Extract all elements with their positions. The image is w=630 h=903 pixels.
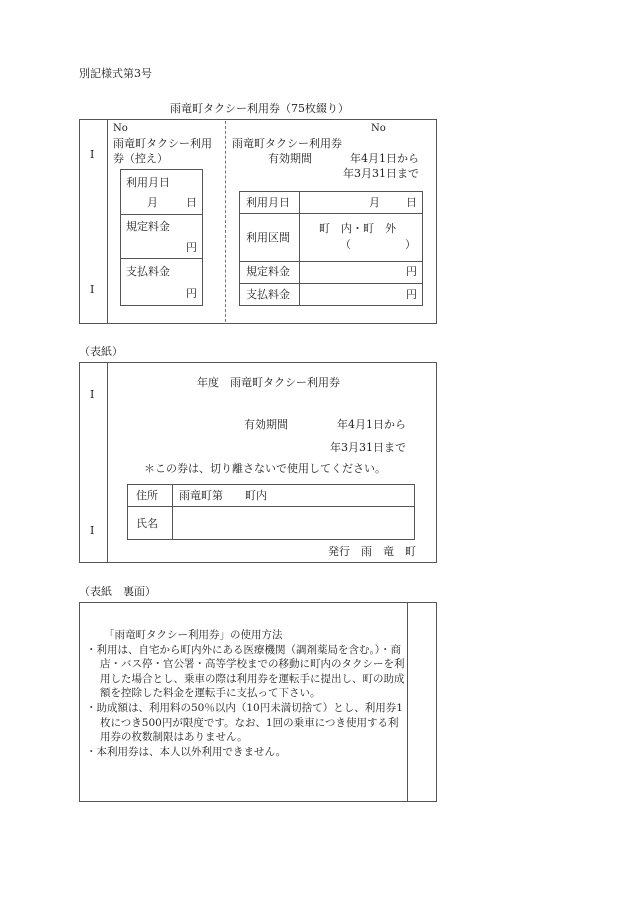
usage-bullet-1: ・利用は、自宅から町内外にある医療機関（調剤薬局を含む。）・商店・バス停・官公署・高等学校までの移動に町内のタクシーを利用した場合とし、乗車の際は利用券を運転手に提出し、町の助成額を控除した料金を運転手に支払って下さい。	[86, 643, 405, 700]
cover-roman-top: I	[90, 388, 95, 401]
cover-address-label: 住所	[136, 489, 158, 502]
usage-bullet-3: ・本利用券は、本人以外利用できません。	[86, 745, 287, 758]
stub-table	[120, 169, 203, 306]
main-table-col-divider	[299, 191, 300, 306]
stub-name-line1: 雨竜町タクシー利用	[113, 137, 212, 150]
stub-fee-label: 規定料金	[126, 220, 170, 233]
main-validity-label: 有効期間	[268, 152, 312, 165]
cover-valid-to: 年3月31日まで	[330, 441, 406, 454]
main-divider-3	[239, 283, 423, 284]
stub-name-line2: 券（控え）	[113, 152, 168, 165]
stub-paid-yen: 円	[186, 287, 197, 300]
usage-notes	[86, 628, 406, 759]
main-route-paren-open: （	[340, 238, 351, 251]
main-route-label: 利用区間	[246, 231, 290, 244]
stub-divider-2	[120, 258, 203, 259]
ticket-perforation	[225, 121, 226, 322]
stub-date-label: 利用月日	[126, 176, 170, 189]
cover-owner-table	[127, 484, 415, 540]
main-paid-label: 支払料金	[246, 288, 290, 301]
cover-label: （表紙）	[79, 345, 123, 358]
ticket-roman-bottom: I	[90, 283, 95, 296]
cover-issuer: 発行 雨 竜 町	[328, 545, 416, 558]
main-paid-yen: 円	[406, 288, 417, 301]
main-month: 月	[369, 196, 380, 209]
main-route-paren-close: ）	[405, 238, 416, 251]
ticket-margin-line	[107, 119, 108, 324]
back-label: （表紙 裏面）	[79, 585, 156, 598]
usage-bullet-2: ・助成額は、利用料の50％以内（10円未満切捨て）とし、利用券1枚につき500円が限度です。なお、1回の乗車につき使用する利用券の枚数制限はありません。	[86, 701, 403, 744]
main-valid-from: 年4月1日から	[350, 152, 419, 165]
stub-month: 月	[147, 196, 158, 209]
form-label: 別記様式第3号	[79, 67, 152, 80]
main-valid-to: 年3月31日まで	[343, 167, 419, 180]
stub-no: No	[113, 123, 128, 134]
usage-title: 「雨竜町タクシー利用券」の使用方法	[104, 629, 283, 641]
cover-owner-col-divider	[172, 484, 173, 540]
ticket-roman-top: I	[90, 148, 95, 161]
stub-paid-label: 支払料金	[126, 265, 170, 278]
main-fee-yen: 円	[406, 265, 417, 278]
cover-owner-row-divider	[127, 506, 415, 507]
stub-divider-1	[120, 214, 203, 215]
main-divider-1	[239, 213, 423, 214]
cover-roman-bottom: I	[90, 524, 95, 537]
cover-validity-label: 有効期間	[244, 418, 288, 431]
stub-fee-yen: 円	[186, 241, 197, 254]
main-no: No	[371, 123, 386, 134]
cover-margin-line	[107, 362, 108, 563]
main-fee-label: 規定料金	[246, 265, 290, 278]
cover-address-value: 雨竜町第 町内	[179, 489, 267, 502]
cover-notice: ＊この券は、切り離さないで使用してください。	[144, 462, 386, 475]
ticket-title: 雨竜町タクシー利用券（75枚綴り）	[170, 102, 349, 115]
back-margin-line	[407, 602, 408, 802]
cover-valid-from: 年4月1日から	[337, 418, 406, 431]
stub-day: 日	[186, 196, 197, 209]
cover-name-label: 氏名	[136, 517, 158, 530]
main-name: 雨竜町タクシー利用券	[232, 137, 342, 150]
main-day: 日	[406, 196, 417, 209]
main-date-label: 利用月日	[246, 196, 290, 209]
main-divider-2	[239, 261, 423, 262]
main-route-value: 町 内・町 外	[319, 222, 396, 235]
cover-heading: 年度 雨竜町タクシー利用券	[197, 376, 340, 389]
